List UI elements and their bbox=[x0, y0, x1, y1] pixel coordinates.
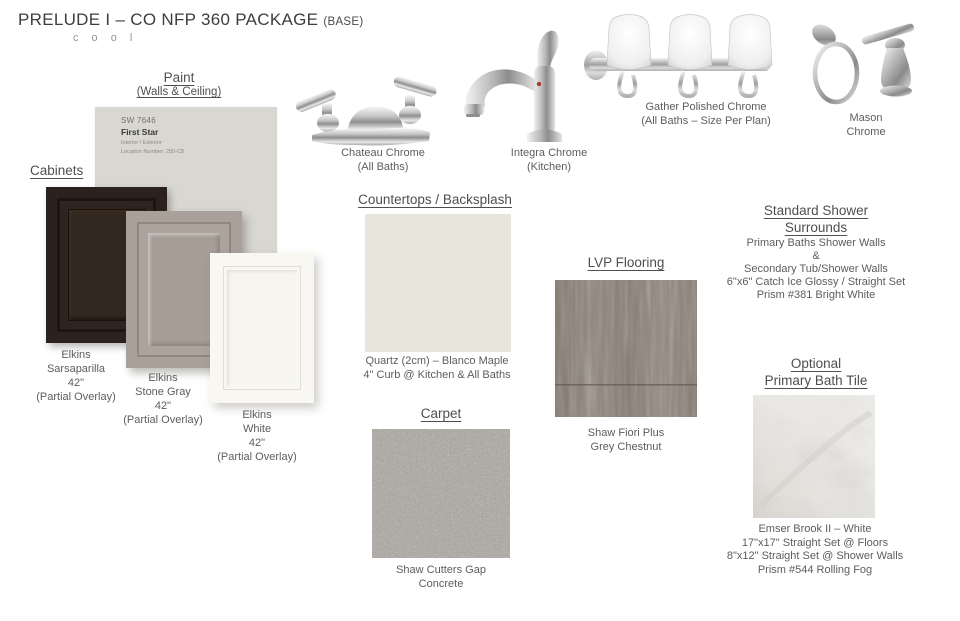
vanity-light-caption bbox=[641, 100, 771, 128]
paint-heading: Paint bbox=[163, 70, 195, 85]
cabinet-door-white bbox=[210, 253, 314, 403]
cabinet-overlay: (Partial Overlay) bbox=[36, 391, 116, 403]
tile-spec-line: 8"x12" Straight Set @ Shower Walls bbox=[726, 550, 904, 562]
bath-faucet-name: Chateau Chrome bbox=[341, 147, 425, 159]
vanity-light-location: (All Baths – Size Per Plan) bbox=[641, 115, 771, 127]
page-title bbox=[18, 10, 364, 30]
color-scheme-label: c o o l bbox=[73, 32, 138, 44]
cabinets-heading: Cabinets bbox=[30, 163, 84, 178]
bath-faucet-location: (All Baths) bbox=[357, 161, 409, 173]
cabinet-brand: Elkins bbox=[242, 409, 272, 421]
kitchen-faucet-location: (Kitchen) bbox=[526, 161, 572, 173]
cabinet-brand: Elkins bbox=[148, 372, 178, 384]
carpet-line2: Concrete bbox=[418, 578, 464, 590]
bath-accessories-caption bbox=[846, 111, 885, 139]
bath-faucet-caption bbox=[341, 146, 425, 174]
cabinet-caption-sarsaparilla bbox=[36, 348, 115, 404]
carpet-heading: Carpet bbox=[420, 406, 462, 421]
paint-subheading: (Walls & Ceiling) bbox=[136, 86, 222, 98]
cabinet-finish: Sarsaparilla bbox=[46, 363, 106, 375]
paint-locator: Location Number: 250-C8 bbox=[121, 149, 184, 155]
cabinet-finish: Stone Gray bbox=[135, 386, 191, 398]
paint-use: Interior / Exterior bbox=[121, 140, 162, 146]
quartz-swatch bbox=[365, 214, 511, 352]
shower-heading-line1: Standard Shower bbox=[763, 203, 869, 218]
cabinet-finish: White bbox=[242, 423, 272, 435]
lvp-caption bbox=[588, 426, 664, 454]
page-title-text: PRELUDE I – CO NFP 360 PACKAGE bbox=[18, 10, 319, 29]
countertops-line2: 4" Curb @ Kitchen & All Baths bbox=[363, 369, 511, 381]
shower-spec-text bbox=[727, 237, 905, 302]
cabinet-size: 42" bbox=[154, 400, 172, 412]
tile-spec-line: 17"x17" Straight Set @ Floors bbox=[741, 536, 889, 549]
tile-spec-line: Emser Brook II – White bbox=[758, 523, 872, 535]
cabinet-door-panel bbox=[227, 270, 297, 386]
lvp-swatch bbox=[555, 280, 697, 417]
page-title-suffix: (BASE) bbox=[323, 16, 364, 28]
optional-tile-heading-line2: Primary Bath Tile bbox=[764, 373, 868, 388]
carpet-caption bbox=[396, 563, 486, 591]
shower-spec-line: & bbox=[812, 250, 820, 262]
shower-spec-line: Primary Baths Shower Walls bbox=[746, 237, 886, 249]
shower-spec-line: Secondary Tub/Shower Walls bbox=[744, 263, 888, 275]
cabinet-brand: Elkins bbox=[61, 349, 91, 361]
paint-code: SW 7646 bbox=[121, 116, 157, 125]
carpet-swatch bbox=[372, 429, 510, 558]
countertops-line1: Quartz (2cm) – Blanco Maple bbox=[365, 355, 509, 367]
bath-faucet-image bbox=[295, 55, 445, 147]
shower-spec-line: 6"x6" Catch Ice Glossy / Straight Set bbox=[726, 276, 906, 288]
paint-name: First Star bbox=[121, 127, 159, 137]
optional-tile-heading-line1: Optional bbox=[790, 356, 842, 371]
shower-heading-line2: Surrounds bbox=[784, 220, 848, 235]
kitchen-faucet-image bbox=[452, 26, 570, 146]
tile-spec-line: Prism #544 Rolling Fog bbox=[757, 563, 873, 576]
cabinet-size: 42" bbox=[248, 437, 266, 449]
carpet-line1: Shaw Cutters Gap bbox=[396, 564, 486, 576]
shower-spec-line: Prism #381 Bright White bbox=[756, 289, 876, 301]
lvp-heading: LVP Flooring bbox=[587, 255, 665, 270]
bath-accessories-finish: Chrome bbox=[846, 126, 886, 138]
optional-tile-spec-text bbox=[727, 523, 903, 577]
kitchen-faucet-name: Integra Chrome bbox=[510, 147, 588, 159]
lvp-line1: Shaw Fiori Plus bbox=[587, 427, 665, 439]
lvp-line2: Grey Chestnut bbox=[590, 441, 662, 453]
bath-accessories-image bbox=[793, 20, 925, 112]
countertops-heading: Countertops / Backsplash bbox=[358, 192, 512, 207]
vanity-light-name: Gather Polished Chrome bbox=[645, 101, 767, 113]
cabinet-caption-stone-gray bbox=[123, 371, 202, 427]
countertops-caption bbox=[363, 354, 510, 382]
cabinet-size: 42" bbox=[67, 377, 85, 389]
cabinet-overlay: (Partial Overlay) bbox=[217, 451, 297, 463]
cabinet-overlay: (Partial Overlay) bbox=[123, 414, 203, 426]
vanity-light-image bbox=[583, 13, 775, 105]
kitchen-faucet-caption bbox=[511, 146, 587, 174]
tile-swatch bbox=[753, 395, 875, 518]
bath-accessories-name: Mason bbox=[849, 112, 883, 124]
cabinet-caption-white bbox=[217, 408, 296, 464]
